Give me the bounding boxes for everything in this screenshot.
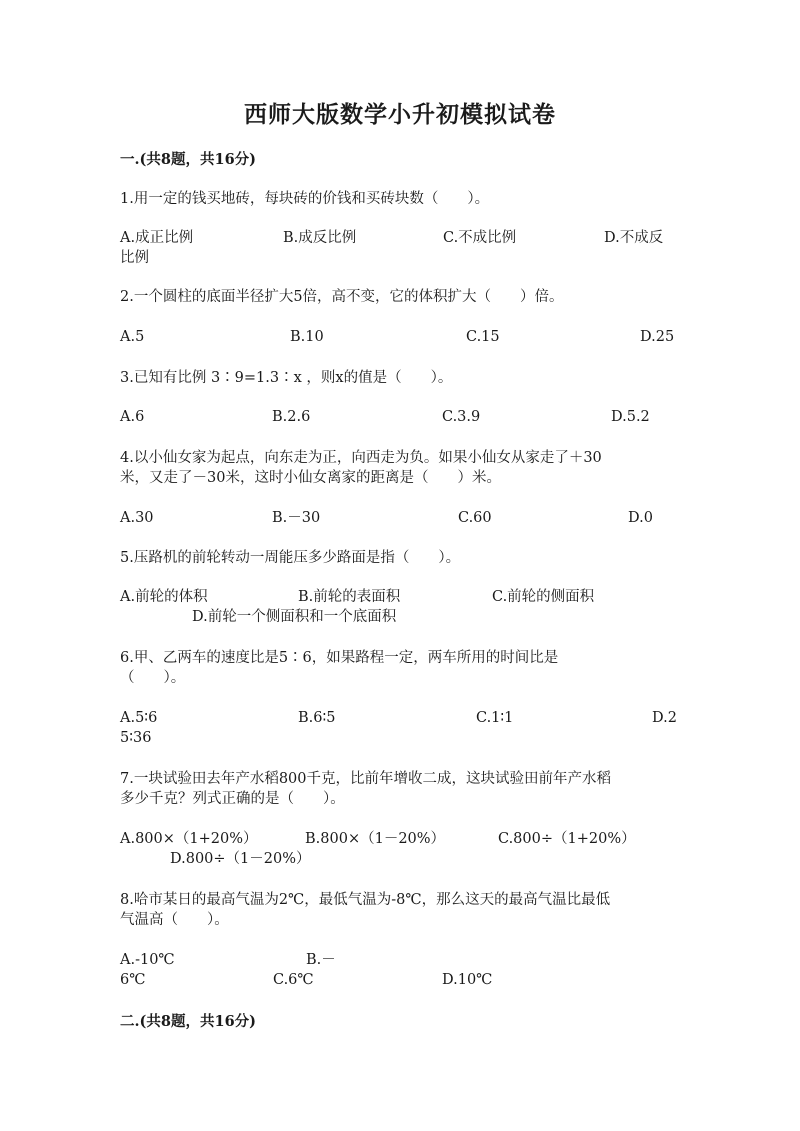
question-6-option-d-wrap: 5∶36 bbox=[120, 730, 152, 746]
question-1-stem: 1.用一定的钱买地砖，每块砖的价钱和买砖块数（ ）。 bbox=[120, 191, 490, 207]
question-8-option-d: D.10℃ bbox=[442, 972, 493, 988]
question-3-stem: 3.已知有比例 3∶9=1.3∶x ，则x的值是（ ）。 bbox=[120, 370, 453, 386]
question-3-option-d: D.5.2 bbox=[611, 409, 650, 425]
question-3-option-a: A.6 bbox=[120, 409, 145, 425]
question-1-option-c: C.不成比例 bbox=[443, 230, 517, 246]
question-2-option-c: C.15 bbox=[466, 329, 500, 345]
question-1-option-d-wrap: 比例 bbox=[120, 250, 149, 266]
question-6-option-a: A.5∶6 bbox=[120, 710, 158, 726]
question-4-option-d: D.0 bbox=[628, 510, 653, 526]
question-4-stem-line-2: 米，又走了－30米，这时小仙女离家的距离是（ ）米。 bbox=[120, 470, 501, 486]
section-heading-2: 二.(共8题，共16分) bbox=[120, 1013, 257, 1030]
question-8-option-c: C.6℃ bbox=[273, 972, 314, 988]
question-2-option-d: D.25 bbox=[640, 329, 675, 345]
question-8-option-a: A.-10℃ bbox=[120, 952, 175, 968]
question-3-option-b: B.2.6 bbox=[272, 409, 311, 425]
question-8-option-b-wrap: 6℃ bbox=[120, 972, 146, 988]
question-8-stem-line-2: 气温高（ ）。 bbox=[120, 912, 229, 928]
question-5-option-a: A.前轮的体积 bbox=[120, 589, 208, 605]
question-2-option-a: A.5 bbox=[120, 329, 145, 345]
question-3-option-c: C.3.9 bbox=[442, 409, 481, 425]
question-1-option-d: D.不成反 bbox=[604, 230, 664, 246]
question-5-option-c: C.前轮的侧面积 bbox=[492, 589, 595, 605]
question-6-option-d: D.2 bbox=[652, 710, 677, 726]
question-4-option-b: B.－30 bbox=[272, 510, 321, 526]
section-heading-1: 一.(共8题，共16分) bbox=[120, 151, 257, 168]
question-8-option-b: B.－ bbox=[306, 952, 336, 968]
question-5-stem: 5.压路机的前轮转动一周能压多少路面是指（ ）。 bbox=[120, 550, 461, 566]
question-6-option-c: C.1∶1 bbox=[476, 710, 514, 726]
question-7-option-d: D.800÷（1－20%） bbox=[170, 851, 311, 867]
question-5-option-b: B.前轮的表面积 bbox=[298, 589, 401, 605]
question-7-stem-line-2: 多少千克？列式正确的是（ ）。 bbox=[120, 791, 345, 807]
question-6-stem-line-1: 6.甲、乙两车的速度比是5∶6，如果路程一定，两车所用的时间比是 bbox=[120, 650, 559, 666]
question-1-option-b: B.成反比例 bbox=[283, 230, 357, 246]
question-4-option-c: C.60 bbox=[458, 510, 492, 526]
question-2-stem: 2.一个圆柱的底面半径扩大5倍，高不变，它的体积扩大（ ）倍。 bbox=[120, 289, 564, 305]
question-5-option-d: D.前轮一个侧面积和一个底面积 bbox=[192, 609, 397, 625]
question-7-stem-line-1: 7.一块试验田去年产水稻800千克，比前年增收二成，这块试验田前年产水稻 bbox=[120, 771, 612, 787]
question-7-option-b: B.800×（1－20%） bbox=[305, 831, 446, 847]
question-2-option-b: B.10 bbox=[290, 329, 324, 345]
question-6-stem-line-2: （ ）。 bbox=[120, 670, 186, 686]
question-7-option-c: C.800÷（1+20%） bbox=[498, 831, 636, 847]
question-7-option-a: A.800×（1+20%） bbox=[120, 831, 258, 847]
question-4-option-a: A.30 bbox=[120, 510, 154, 526]
page-title: 西师大版数学小升初模拟试卷 bbox=[244, 101, 556, 128]
question-8-stem-line-1: 8.哈市某日的最高气温为2℃，最低气温为-8℃，那么这天的最高气温比最低 bbox=[120, 892, 611, 908]
question-1-option-a: A.成正比例 bbox=[120, 230, 194, 246]
question-4-stem-line-1: 4.以小仙女家为起点，向东走为正，向西走为负。如果小仙女从家走了＋30 bbox=[120, 450, 602, 466]
question-6-option-b: B.6∶5 bbox=[298, 710, 336, 726]
